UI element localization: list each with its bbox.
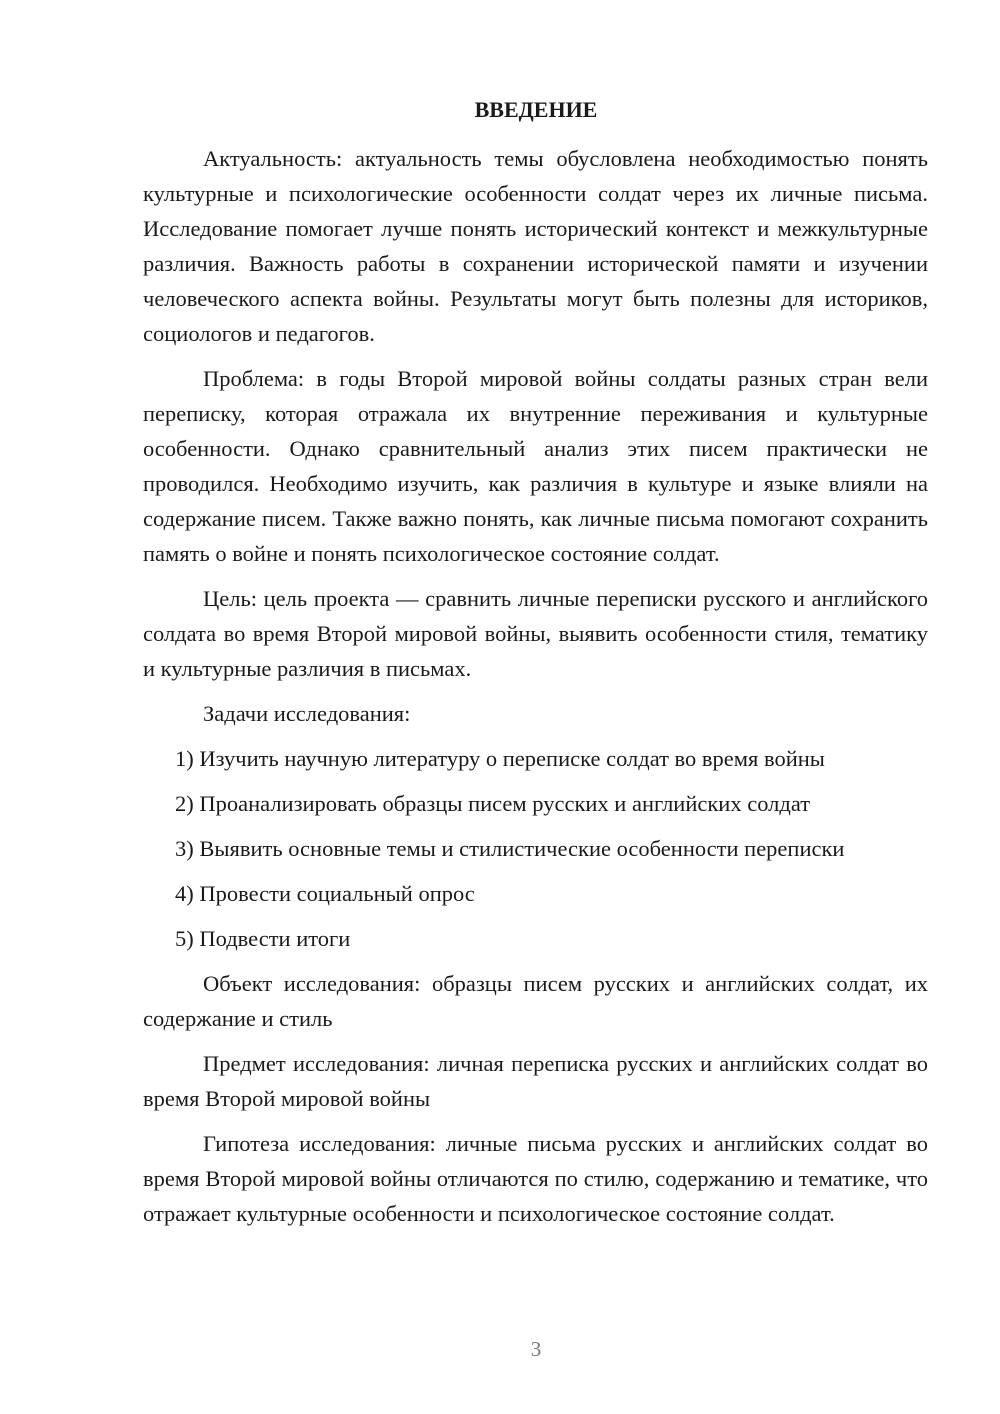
list-item: 1) Изучить научную литературу о переписке солдат во время войны xyxy=(175,746,825,771)
problem-paragraph: Проблема: в годы Второй мировой войны солдаты разных стран вели переписку, которая отражала их внутренние переживания и культурные особенности. Однако сравнительный анализ этих писем практически не проводился. Необходимо изучить, как различия в культуре и языке влияли на содержание писем. Также важно понять, как личные письма помогают сохранить память о войне и понять психологическое состояние солдат. xyxy=(143,366,928,566)
list-item: 5) Подвести итоги xyxy=(175,926,351,951)
tasks-list xyxy=(143,741,928,956)
object-paragraph: Объект исследования: образцы писем русских и английских солдат, их содержание и стиль xyxy=(143,971,928,1031)
hypothesis-paragraph: Гипотеза исследования: личные письма русских и английских солдат во время Второй мировой войны отличаются по стилю, содержанию и тематике, что отражает культурные особенности и психологическое состояние солдат. xyxy=(143,1131,928,1226)
document-body xyxy=(143,141,928,1241)
list-item: 3) Выявить основные темы и стилистические особенности переписки xyxy=(175,836,845,861)
relevance-paragraph: Актуальность: актуальность темы обусловлена необходимостью понять культурные и психологические особенности солдат через их личные письма. Исследование помогает лучше понять исторический контекст и межкультурные различия. Важность работы в сохранении исторической памяти и изучении человеческого аспекта войны. Результаты могут быть полезны для историков, социологов и педагогов. xyxy=(143,146,928,346)
list-item: 2) Проанализировать образцы писем русских и английских солдат xyxy=(175,791,811,816)
subject-paragraph: Предмет исследования: личная переписка русских и английских солдат во время Второй мировой войны xyxy=(143,1051,928,1111)
page-number: 3 xyxy=(530,1337,542,1361)
goal-paragraph: Цель: цель проекта — сравнить личные переписки русского и английского солдата во время Второй мировой войны, выявить особенности стиля, тематику и культурные различия в письмах. xyxy=(143,586,928,681)
list-item: 4) Провести социальный опрос xyxy=(175,881,475,906)
tasks-heading: Задачи исследования: xyxy=(203,701,411,726)
page-title: ВВЕДЕНИЕ xyxy=(474,97,598,122)
